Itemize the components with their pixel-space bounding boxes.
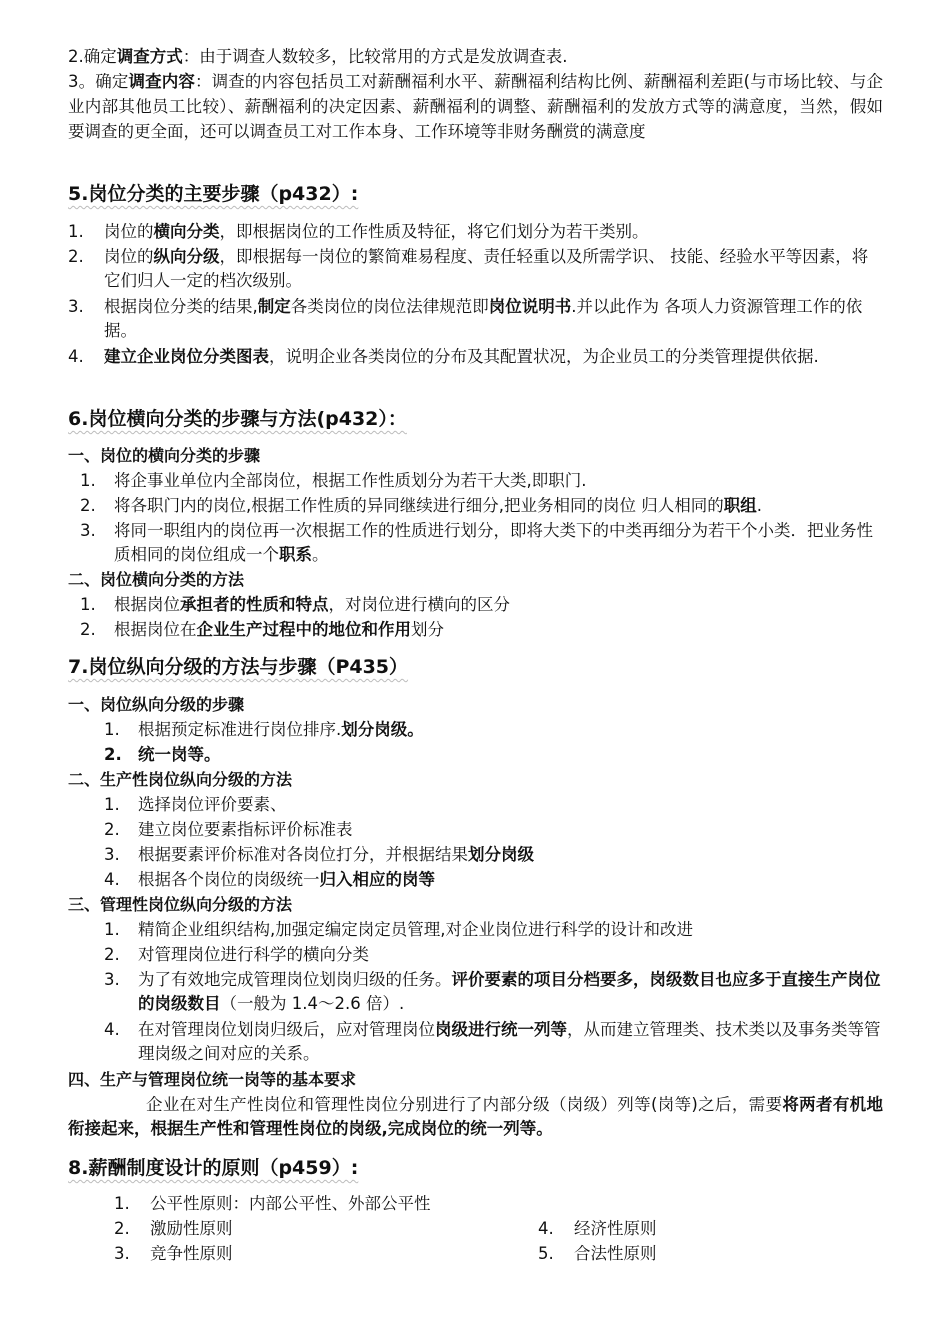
s7-prod-3: 3. 根据要素评价标准对各岗位打分，并根据结果划分岗级: [104, 845, 534, 864]
s5-item-4: 4. 建立企业岗位分类图表，说明企业各类岗位的分布及其配置状况，为企业员工的分类管理提供依据.: [68, 347, 819, 366]
s7-requirement: 企业在对生产性岗位和管理性岗位分别进行了内部分级（岗级）列等(岗等)之后，需要将两者有机地衔接起来，根据生产性和管理性岗位的岗级,完成岗位的统一列等。: [68, 1095, 884, 1138]
s6-step-1: 1. 将企事业单位内全部岗位，根据工作性质划分为若干大类,即职门.: [80, 471, 587, 490]
s7-subheading-4: 四、生产与管理岗位统一岗等的基本要求: [68, 1070, 357, 1089]
s5-item-2: 2. 岗位的纵向分级，即根据每一岗位的繁简难易程度、责任轻重以及所需学识、 技能、经验水平等因素，将它们归人一定的档次级别。: [68, 247, 869, 290]
s8-item-2: 2. 激励性原则: [114, 1219, 233, 1238]
s7-step-1: 1. 根据预定标准进行岗位排序.划分岗级。: [104, 720, 424, 739]
s8-item-1: 1. 公平性原则：内部公平性、外部公平性: [114, 1194, 431, 1213]
s7-mgmt-1: 1. 精简企业组织结构,加强定编定岗定员管理,对企业岗位进行科学的设计和改进: [104, 920, 693, 939]
s7-prod-1: 1. 选择岗位评价要素、: [104, 795, 287, 814]
s7-prod-2: 2. 建立岗位要素指标评价标准表: [104, 820, 353, 839]
s6-method-1: 1. 根据岗位承担者的性质和特点，对岗位进行横向的区分: [80, 595, 510, 614]
s8-item-5: 5. 合法性原则: [538, 1244, 657, 1263]
s8-item-4: 4. 经济性原则: [538, 1219, 657, 1238]
s7-mgmt-3: 3. 为了有效地完成管理岗位划岗归级的任务。评价要素的项目分档要多，岗级数目也应多于直接生产岗位的岗级数目（一般为 1.4～2.6 倍）.: [104, 970, 881, 1013]
s6-step-3: 3. 将同一职组内的岗位再一次根据工作的性质进行划分，即将大类下的中类再细分为若干个小类．把业务性质相同的岗位组成一个职系。: [80, 521, 873, 564]
s7-mgmt-2: 2. 对管理岗位进行科学的横向分类: [104, 945, 369, 964]
s6-step-2: 2. 将各职门内的岗位,根据工作性质的异同继续进行细分,把业务相同的岗位 归人相同的职组.: [80, 496, 762, 515]
s8-item-3: 3. 竞争性原则: [114, 1244, 233, 1263]
intro-line-2: 2.确定调查方式：由于调查人数较多，比较常用的方式是发放调查表.: [68, 47, 568, 66]
s5-item-3: 3. 根据岗位分类的结果,制定各类岗位的岗位法律规范即岗位说明书.并以此作为 各项人力资源管理工作的依据。: [68, 297, 863, 340]
s7-step-2: 2. 统一岗等。: [104, 745, 221, 764]
s6-method-2: 2. 根据岗位在企业生产过程中的地位和作用划分: [80, 620, 444, 639]
section-8-title: 8.薪酬制度设计的原则（p459）:: [68, 1157, 359, 1179]
s7-prod-4: 4. 根据各个岗位的岗级统一归入相应的岗等: [104, 870, 435, 889]
s7-subheading-1: 一、岗位纵向分级的步骤: [68, 695, 245, 714]
section-7-title: 7.岗位纵向分级的方法与步骤（P435）: [68, 656, 409, 678]
intro-line-3: 3。确定调查内容：调查的内容包括员工对薪酬福利水平、薪酬福利结构比例、薪酬福利差距(与市场比较、与企业内部其他员工比较）、薪酬福利的决定因素、薪酬福利的调整、薪酬福利的发放方式等的满意度，当然，假如要调查的更全面，还可以调查员工对工作本身、工作环境等非财务酬赏的满意度: [68, 72, 884, 141]
s7-mgmt-4: 4. 在对管理岗位划岗归级后，应对管理岗位岗级进行统一列等，从而建立管理类、技术类以及事务类等管理岗级之间对应的关系。: [104, 1020, 881, 1063]
section-5-title: 5.岗位分类的主要步骤（p432）:: [68, 183, 359, 205]
s6-subheading-1: 一、岗位的横向分类的步骤: [68, 446, 261, 465]
s6-subheading-2: 二、岗位横向分类的方法: [68, 570, 245, 589]
s7-subheading-3: 三、管理性岗位纵向分级的方法: [68, 895, 293, 914]
section-6-title: 6.岗位横向分类的步骤与方法(p432）：: [68, 408, 407, 430]
s7-subheading-2: 二、生产性岗位纵向分级的方法: [68, 770, 293, 789]
s5-item-1: 1. 岗位的横向分类，即根据岗位的工作性质及特征，将它们划分为若干类别。: [68, 222, 649, 241]
